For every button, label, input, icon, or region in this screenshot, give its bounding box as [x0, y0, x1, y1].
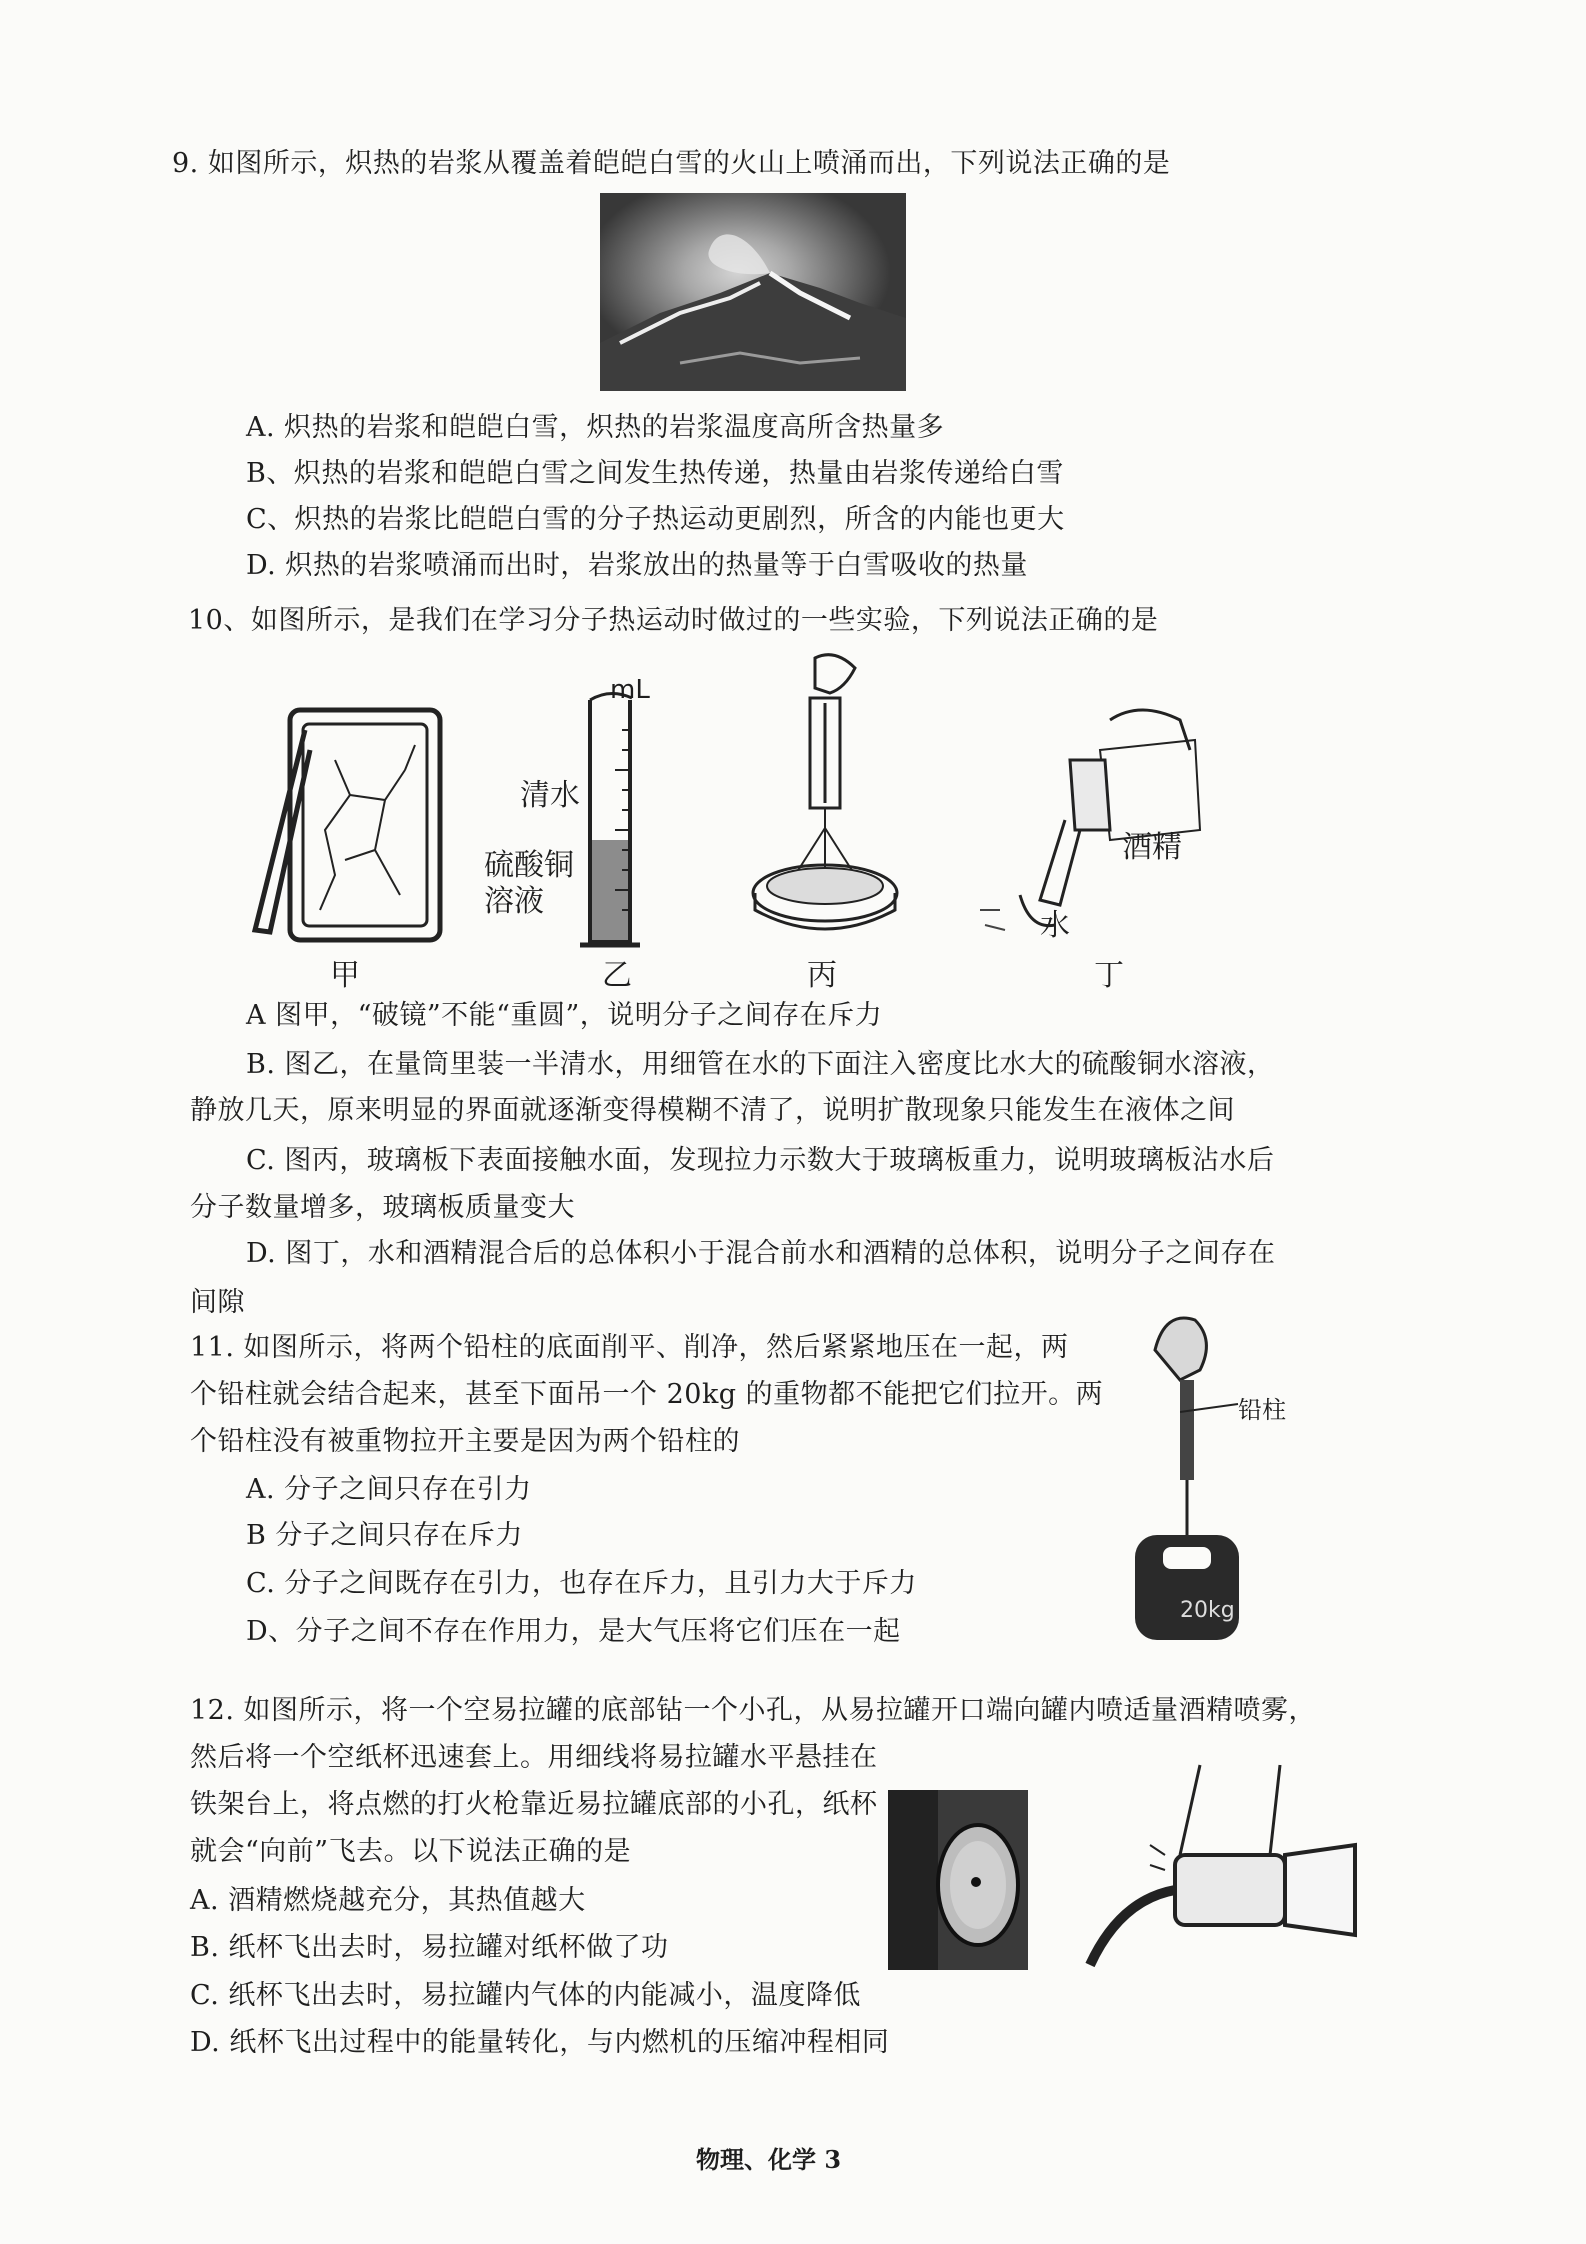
can-bottom-photo [888, 1790, 1028, 1970]
q12-stem-line4: 就会“向前”飞去。以下说法正确的是 [190, 1836, 632, 1867]
q12-option-c: C. 纸杯飞出去时，易拉罐内气体的内能减小，温度降低 [190, 1980, 861, 2011]
q12-stem-line3: 铁架台上，将点燃的打火枪靠近易拉罐底部的小孔，纸杯 [190, 1789, 878, 1820]
q10-option-d-line1: D. 图丁，水和酒精混合后的总体积小于混合前水和酒精的总体积，说明分子之间存在 [246, 1238, 1276, 1269]
q11-stem-line3: 个铅柱没有被重物拉开主要是因为两个铅柱的 [190, 1426, 740, 1457]
q12-option-a: A. 酒精燃烧越充分，其热值越大 [190, 1885, 586, 1916]
q11-stem-line1: 11. 如图所示，将两个铅柱的底面削平、削净，然后紧紧地压在一起，两 [190, 1332, 1069, 1363]
can-cup-figure [1080, 1755, 1360, 1985]
q11-option-c: C. 分子之间既存在引力，也存在斥力，且引力大于斥力 [246, 1568, 917, 1599]
q11-option-b: B 分子之间只存在斥力 [246, 1520, 523, 1551]
q9-option-a: A. 炽热的岩浆和皑皑白雪，炽热的岩浆温度高所含热量多 [246, 412, 945, 443]
cuso4-label-line2: 溶液 [484, 884, 544, 919]
fig-label-ding: 丁 [1094, 958, 1124, 993]
q12-stem-line2: 然后将一个空纸杯迅速套上。用细线将易拉罐水平悬挂在 [190, 1742, 878, 1773]
q9-stem: 9. 如图所示，炽热的岩浆从覆盖着皑皑白雪的火山上喷涌而出，下列说法正确的是 [172, 148, 1171, 179]
spring-scale-figure [745, 648, 905, 948]
page-footer: 物理、化学 3 [696, 2145, 842, 2174]
q10-option-d-line2: 间隙 [190, 1287, 245, 1318]
fig-label-bing: 丙 [807, 958, 837, 993]
alcohol-water-figure [960, 700, 1240, 950]
q11-stem-line2: 个铅柱就会结合起来，甚至下面吊一个 20kg 的重物都不能把它们拉开。两 [190, 1379, 1104, 1410]
q10-option-c-line1: C. 图丙，玻璃板下表面接触水面，发现拉力示数大于玻璃板重力，说明玻璃板沾水后 [246, 1145, 1275, 1176]
lead-label-pointer [1180, 1400, 1240, 1420]
q10-stem: 10、如图所示，是我们在学习分子热运动时做过的一些实验，下列说法正确的是 [188, 605, 1159, 636]
volcano-photo [600, 193, 906, 391]
broken-mirror-figure [235, 700, 450, 950]
q10-option-b-line2: 静放几天，原来明显的界面就逐渐变得模糊不清了，说明扩散现象只能发生在液体之间 [190, 1095, 1235, 1126]
alcohol-label: 酒精 [1122, 830, 1182, 865]
q11-option-a: A. 分子之间只存在引力 [246, 1474, 532, 1505]
water-label: 清水 [520, 778, 580, 813]
cuso4-label-line1: 硫酸铜 [484, 848, 574, 883]
lead-cylinder-label: 铅柱 [1238, 1396, 1286, 1424]
q9-option-b: B、炽热的岩浆和皑皑白雪之间发生热传递，热量由岩浆传递给白雪 [246, 458, 1064, 489]
q9-option-d: D. 炽热的岩浆喷涌而出时，岩浆放出的热量等于白雪吸收的热量 [246, 550, 1028, 581]
q12-option-b: B. 纸杯飞出去时，易拉罐对纸杯做了功 [190, 1932, 669, 1963]
q9-option-c: C、炽热的岩浆比皑皑白雪的分子热运动更剧烈，所含的内能也更大 [246, 504, 1065, 535]
fig-label-jia: 甲 [330, 958, 360, 993]
q11-option-d: D、分子之间不存在作用力，是大气压将它们压在一起 [246, 1616, 901, 1647]
q12-stem-line1: 12. 如图所示，将一个空易拉罐的底部钻一个小孔，从易拉罐开口端向罐内喷适量酒精喷雾， [190, 1695, 1317, 1726]
q10-option-b-line1: B. 图乙，在量筒里装一半清水，用细管在水的下面注入密度比水大的硫酸铜水溶液， [246, 1049, 1275, 1080]
q10-option-c-line2: 分子数量增多，玻璃板质量变大 [190, 1192, 575, 1223]
q12-option-d: D. 纸杯飞出过程中的能量转化，与内燃机的压缩冲程相同 [190, 2027, 890, 2058]
graduated-cylinder-figure [560, 680, 660, 955]
fig-label-yi: 乙 [602, 958, 632, 993]
water2-label: 水 [1040, 908, 1070, 943]
weight-label: 20kg [1180, 1598, 1235, 1623]
ml-label: mL [610, 675, 650, 705]
q10-option-a: A 图甲，“破镜”不能“重圆”，说明分子之间存在斥力 [246, 1000, 883, 1031]
